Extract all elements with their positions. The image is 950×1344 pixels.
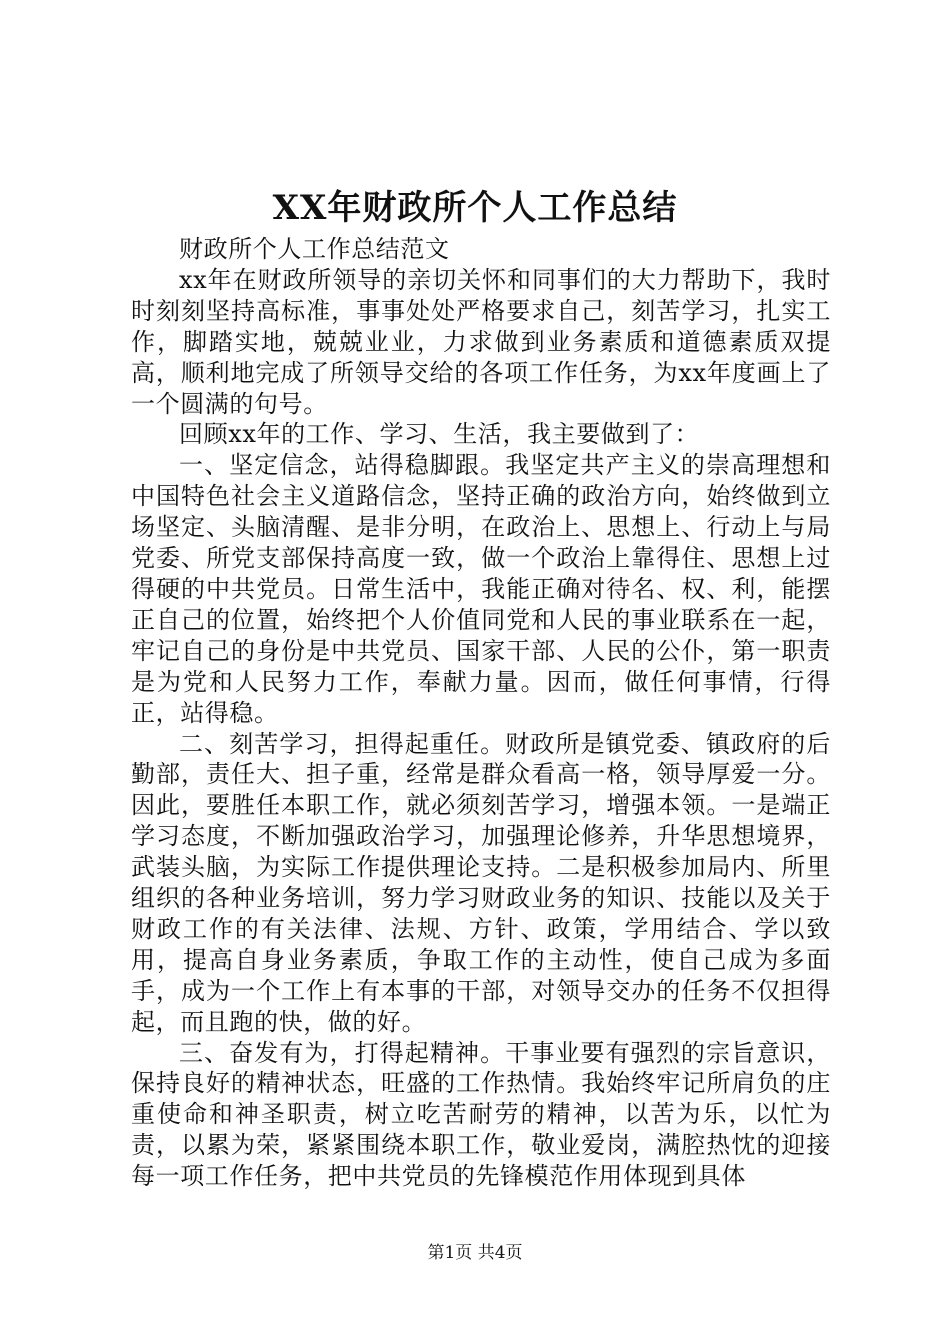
paragraph-review: 回顾xx年的工作、学习、生活，我主要做到了： [179, 420, 700, 449]
paragraph-intro: xx年在财政所领导的亲切关怀和同事们的大力帮助下，我时时刻刻坚持高标准，事事处处严格要求自己，刻苦学习，扎实工作，脚踏实地，兢兢业业，力求做到业务素质和道德素质双提高，顺利地完成了所领导交给的各项工作任务，为xx年度画上了一个圆满的句号。 [131, 265, 831, 418]
paragraph-subtitle: 财政所个人工作总结范文 [179, 235, 450, 263]
paragraph-section-2: 二、刻苦学习，担得起重任。财政所是镇党委、镇政府的后勤部，责任大、担子重，经常是群众看高一格，领导厚爱一分。因此，要胜任本职工作，就必须刻苦学习，增强本领。一是端正学习态度，不断加强政治学习，加强理论修养，升华思想境界，武装头脑，为实际工作提供理论支持。二是积极参加局内、所里组织的各种业务培训，努力学习财政业务的知识、技能以及关于财政工作的有关法律、法规、方针、政策，学用结合、学以致用，提高自身业务素质，争取工作的主动性，使自己成为多面手，成为一个工作上有本事的干部，对领导交办的任务不仅担得起，而且跑的快，做的好。 [131, 729, 831, 1036]
page-number-footer: 第1页 共4页 [427, 1243, 523, 1263]
document-title: XX年财政所个人工作总结 [272, 188, 678, 228]
document-body [131, 234, 831, 1192]
paragraph-section-3: 三、奋发有为，打得起精神。干事业要有强烈的宗旨意识，保持良好的精神状态，旺盛的工作热情。我始终牢记所肩负的庄重使命和神圣职责，树立吃苦耐劳的精神，以苦为乐，以忙为责，以累为荣，紧紧围绕本职工作，敬业爱岗，满腔热忱的迎接每一项工作任务，把中共党员的先锋模范作用体现到具体 [131, 1038, 831, 1191]
paragraph-section-1: 一、坚定信念，站得稳脚跟。我坚定共产主义的崇高理想和中国特色社会主义道路信念，坚持正确的政治方向，始终做到立场坚定、头脑清醒、是非分明，在政治上、思想上、行动上与局党委、所党支部保持高度一致，做一个政治上靠得住、思想上过得硬的中共党员。日常生活中，我能正确对待名、权、利，能摆正自己的位置，始终把个人价值同党和人民的事业联系在一起，牢记自己的身份是中共党员、国家干部、人民的公仆，第一职责是为党和人民努力工作，奉献力量。因而，做任何事情，行得正，站得稳。 [131, 451, 831, 727]
